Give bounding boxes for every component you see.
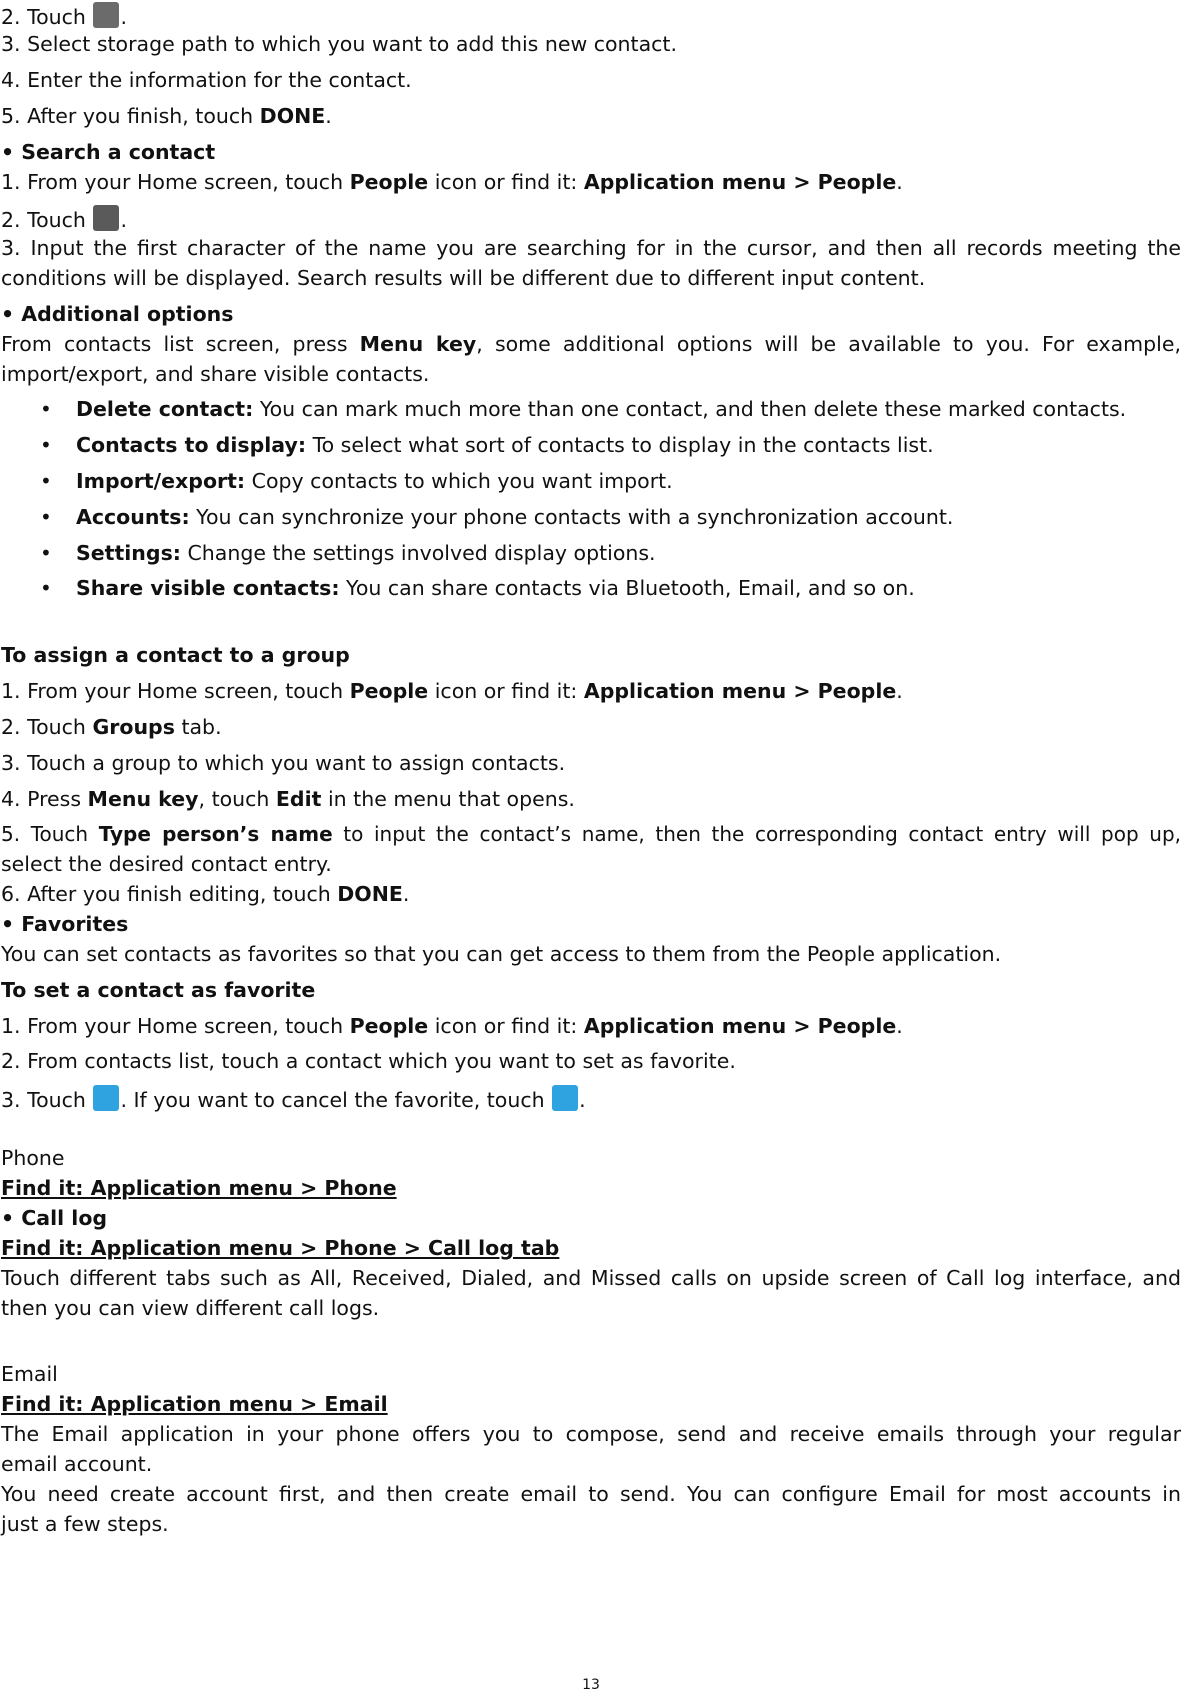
step-line: 5. Touch Type person’s name to input the contact’s name, then the corresponding contact entry will pop up, (1, 822, 1181, 846)
option-label: Delete contact: (76, 397, 254, 421)
step-line: select the desired contact entry. (1, 852, 332, 876)
step-line: 2. Touch Groups tab. (1, 715, 222, 739)
step-line: 5. After you finish, touch DONE. (1, 104, 332, 128)
paragraph-line: You need create account first, and then create email to send. You can configure Email for most accounts in (1, 1482, 1181, 1506)
section-heading: • Call log (1, 1206, 108, 1230)
step-line: 6. After you finish editing, touch DONE. (1, 882, 410, 906)
section-heading: • Search a contact (1, 140, 216, 164)
step-line: 2. Touch . (1, 2, 127, 30)
list-item (76, 540, 656, 566)
list-item (76, 468, 673, 494)
list-item (76, 504, 953, 530)
bullet-dot: • (40, 576, 52, 600)
option-label: Import/export: (76, 469, 246, 493)
step-line: 2. From contacts list, touch a contact which you want to set as favorite. (1, 1049, 736, 1073)
paragraph-line: import/export, and share visible contacts. (1, 362, 430, 386)
bullet-dot: • (40, 433, 52, 457)
step-line: 3. Touch . If you want to cancel the favorite, touch . (1, 1085, 586, 1113)
paragraph-line: The Email application in your phone offers you to compose, send and receive emails through your regular (1, 1422, 1181, 1446)
list-item (76, 396, 1126, 422)
paragraph-line: You can set contacts as favorites so that you can get access to them from the People application. (1, 942, 1002, 966)
add-contact-icon (93, 2, 119, 28)
paragraph-line: email account. (1, 1452, 153, 1476)
section-heading: • Favorites (1, 912, 129, 936)
star-cancel-icon (552, 1085, 578, 1111)
search-icon (93, 205, 119, 231)
find-it-path: Find it: Application menu > Phone > Call log tab (1, 1236, 560, 1260)
option-label: Settings: (76, 541, 181, 565)
option-text: You can synchronize your phone contacts with a synchronization account. (189, 505, 954, 529)
page-number: 13 (582, 1677, 600, 1693)
paragraph-line: Touch different tabs such as All, Received, Dialed, and Missed calls on upside screen of Call log interface, and (1, 1266, 1181, 1290)
paragraph-line: conditions will be displayed. Search results will be different due to different input content. (1, 266, 926, 290)
section-heading: To assign a contact to a group (1, 643, 350, 667)
option-label: Share visible contacts: (76, 576, 340, 600)
step-line: 1. From your Home screen, touch People icon or find it: Application menu > People. (1, 1014, 903, 1038)
step-line: 2. Touch . (1, 205, 127, 233)
bullet-dot: • (40, 541, 52, 565)
star-icon (93, 1085, 119, 1111)
option-text: You can mark much more than one contact, and then delete these marked contacts. (253, 397, 1127, 421)
list-item (76, 575, 915, 601)
paragraph-line: From contacts list screen, press Menu key, some additional options will be available to you. For example, (1, 332, 1181, 356)
step-line: 3. Select storage path to which you want to add this new contact. (1, 32, 677, 56)
list-item (76, 432, 934, 458)
paragraph-line: then you can view different call logs. (1, 1296, 380, 1320)
section-title: Email (1, 1362, 58, 1386)
paragraph-line: just a few steps. (1, 1512, 169, 1536)
find-it-path: Find it: Application menu > Email (1, 1392, 388, 1416)
step-line: 1. From your Home screen, touch People icon or find it: Application menu > People. (1, 679, 903, 703)
find-it-path: Find it: Application menu > Phone (1, 1176, 397, 1200)
bullet-dot: • (40, 505, 52, 529)
paragraph-line: 3. Input the first character of the name you are searching for in the cursor, and then all records meeting the (1, 236, 1181, 260)
option-text: To select what sort of contacts to display in the contacts list. (306, 433, 934, 457)
section-heading: • Additional options (1, 302, 234, 326)
step-line: 4. Enter the information for the contact. (1, 68, 412, 92)
step-line: 1. From your Home screen, touch People icon or find it: Application menu > People. (1, 170, 903, 194)
bullet-dot: • (40, 469, 52, 493)
section-title: Phone (1, 1146, 65, 1170)
step-line: 3. Touch a group to which you want to assign contacts. (1, 751, 566, 775)
option-text: Change the settings involved display options. (180, 541, 656, 565)
step-line: 4. Press Menu key, touch Edit in the menu that opens. (1, 787, 575, 811)
option-label: Contacts to display: (76, 433, 307, 457)
bullet-dot: • (40, 397, 52, 421)
option-label: Accounts: (76, 505, 190, 529)
option-text: Copy contacts to which you want import. (245, 469, 673, 493)
section-heading: To set a contact as favorite (1, 978, 316, 1002)
option-text: You can share contacts via Bluetooth, Email, and so on. (339, 576, 915, 600)
